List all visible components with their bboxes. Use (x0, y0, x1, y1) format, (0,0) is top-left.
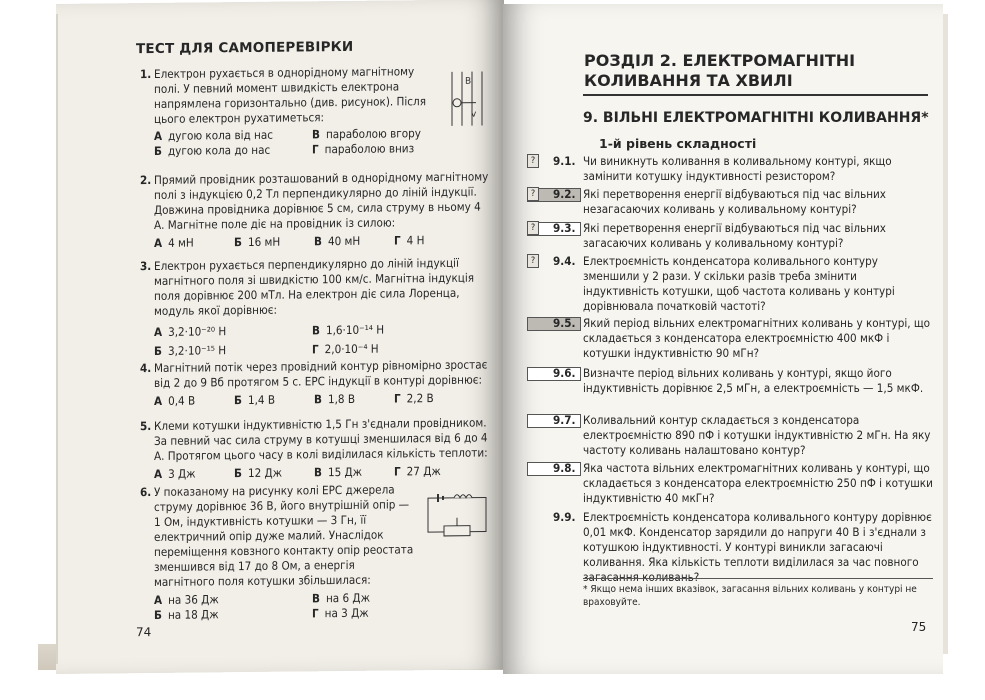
question-text: Клеми котушки індуктивністю 1,5 Гн з'єднали провідником. За певний час сила струму в котушці зменшилася від 6 до 4 А. Протягом цього часу в колі виділилася кількість теплоти: (154, 415, 488, 463)
problem-text: Електроємність конденсатора коливального контуру дорівнює 0,01 мкФ. Конденсатор зарядили до напруги 40 В і з'єднали з котушкою індуктивності. У контурі виникли загасаючі коливання. Яка кількість теплоти виділилася за час повного загасання коливань? (583, 510, 932, 584)
problem-9-6: 9.6. Визначте період вільних коливань у контурі, якщо його індуктивність дорівнює 2,5 мГн, а електроємність — 1,5 мкФ. (583, 366, 933, 396)
difficulty-level: 1-й рівень складності (599, 136, 757, 151)
problem-text: Який період вільних електромагнітних коливань у контурі, що складається з конденсатора електроємністю 400 мкФ і котушки індуктивністю 90 мГн? (583, 316, 931, 360)
question-options: А на 36 Дж В на 6 Дж Б на 18 Дж Г на 3 Дж (154, 590, 370, 622)
magnetic-field-figure (448, 69, 488, 127)
question-options: А 4 мН Б 16 мН В 40 мН Г 4 Н (154, 233, 425, 250)
problem-9-2: ? 9.2. Які перетворення енергії відбуваються під час вільних незагасаючих коливань у коливальному контурі? (583, 187, 933, 217)
open-book (18, 4, 968, 694)
question-3: 3. Електрон рухається перпендикулярно до ліній індукції магнітного поля зі швидкістю 100 км/с. Магнітна індукція поля дорівнює 200 мТл. На електрон діє сила Лоренца, модуль якої дорівнює: А 3,2·10⁻²⁰ Н В 1,6·10⁻¹⁴ Н Б 3,2·10⁻¹⁵ Н Г 2,0·10⁻⁴ Н (154, 255, 494, 359)
problem-9-7: 9.7. Коливальний контур складається з конденсатора електроємністю 890 пФ і котушки індуктивністю 2 мГн. На яку частоту коливань налаштовано контур? (583, 413, 933, 458)
option-a: А дугою кола від нас (154, 127, 273, 143)
option-v: В параболою вгору (312, 126, 421, 142)
question-mark-icon: ? (527, 221, 539, 235)
problem-text: Які перетворення енергії відбуваються під час вільних загасаючих коливань у коливальному контурі? (583, 221, 886, 250)
left-page-number: 74 (136, 625, 152, 640)
left-page (56, 0, 504, 674)
right-page-number: 75 (911, 620, 927, 634)
problem-9-4: ? 9.4. Електроємність конденсатора коливального контуру зменшили у 2 рази. У скільки разів треба змінити індуктивність котушки, щоб частота коливань у контурі дорівнювала початковій частоті? (583, 254, 933, 314)
question-options: А 0,4 В Б 1,4 В В 1,8 В Г 2,2 В (154, 391, 434, 408)
question-text: У показаному на рисунку колі ЕРС джерела струму дорівнює 36 В, його внутрішній опір — 1 Ом, індуктивність котушки — 3 Гн, її електричний опір дуже малий. Унаслідок переміщення ковзного контакту опір реостата зменшився від 17 до 8 Ом, а енергія магнітного поля котушки збільшилася: (154, 482, 414, 589)
problem-text: Які перетворення енергії відбуваються під час вільних незагасаючих коливань у коливальному контурі? (583, 187, 886, 216)
problem-9-1: ? 9.1. Чи виникнуть коливання в коливальному контурі, якщо замінити котушку індуктивності резистором? (583, 154, 933, 184)
problem-9-5: 9.5. Який період вільних електромагнітних коливань у контурі, що складається з конденсатора електроємністю 400 мкФ і котушки індуктивністю 90 мГн? (583, 316, 933, 361)
question-options: А 3,2·10⁻²⁰ Н В 1,6·10⁻¹⁴ Н Б 3,2·10⁻¹⁵ Н Г 2,0·10⁻⁴ Н (154, 322, 385, 358)
question-number: 1. (140, 67, 152, 82)
question-text: Електрон рухається в однорідному магнітному полі. У певний момент швидкість електрона напрямлена горизонтально (див. рисунок). Після цього електрон рухатиметься: (154, 64, 426, 126)
question-text: Магнітний потік через провідний контур рівномірно зростає від 2 до 9 Вб протягом 5 с. ЕРС індукції в контурі дорівнює: (154, 357, 488, 390)
question-2: 2. Прямий провідник розташований в однорідному магнітному полі з індукцією 0,2 Тл перпендикулярно до ліній індукції. Довжина провідника дорівнює 5 см, сила струму в ньому 4 А. Магнітне поле діє на провідник із силою: А 4 мН Б 16 мН В 40 мН Г 4 Н (154, 169, 494, 251)
problem-9-3: ? 9.3. Які перетворення енергії відбуваються під час вільних загасаючих коливань у коливальному контурі? (583, 221, 933, 251)
problem-text: Електроємність конденсатора коливального контуру зменшили у 2 рази. У скільки разів треба змінити індуктивність котушки, щоб частота коливань у контурі дорівнювала початковій частоті? (583, 254, 895, 313)
velocity-label: v (471, 109, 477, 120)
problem-text: Коливальний контур складається з конденсатора електроємністю 890 пФ і котушки індуктивністю 2 мГн. На яку частоту коливань налаштовано контур? (583, 413, 931, 457)
problem-9-8: 9.8. Яка частота вільних електромагнітних коливань у контурі, що складається з конденсатора електроємністю 250 пФ і котушки індуктивністю 40 мкГн? (583, 461, 933, 506)
question-mark-icon: ? (527, 154, 539, 168)
question-mark-icon: ? (527, 254, 539, 268)
problem-text: Яка частота вільних електромагнітних коливань у контурі, що складається з конденсатора електроємністю 250 пФ і котушки індуктивністю 40 мкГн? (583, 461, 933, 505)
question-6: 6. У показаному на рисунку колі ЕРС джерела струму дорівнює 36 В, його внутрішній опір — 1 Ом, індуктивність котушки — 3 Гн, її електричний опір дуже малий. Унаслідок переміщення ковзного контакту опір реостата зменшився від 17 до 8 Ом, а енергія магнітного поля котушки збільшилася: А на 36 Дж В на 6 Дж Б на 18 Дж Г на 3 Дж (154, 482, 416, 623)
topic-title: 9. ВІЛЬНІ ЕЛЕКТРОМАГНІТНІ КОЛИВАННЯ* (583, 110, 929, 126)
question-1 (140, 64, 436, 159)
section-title: РОЗДІЛ 2. ЕЛЕКТРОМАГНІТНІ КОЛИВАННЯ ТА ХВИЛІ (584, 51, 856, 90)
question-text: Прямий провідник розташований в однорідному магнітному полі з індукцією 0,2 Тл перпендикулярно до ліній індукції. Довжина провідника дорівнює 5 см, сила струму в ньому 4 А. Магнітне поле діє на провідник із силою: (154, 169, 489, 232)
right-page (503, 4, 943, 674)
question-options: А 3 Дж Б 12 Дж В 15 Дж Г 27 Дж (154, 463, 441, 481)
option-g: Г параболою вниз (312, 141, 415, 157)
question-5: 5. Клеми котушки індуктивністю 1,5 Гн з'єднали провідником. За певний час сила струму в котушці зменшилася від 6 до 4 А. Протягом цього часу в колі виділилася кількість теплоти: А 3 Дж Б 12 Дж В 15 Дж Г 27 Дж (154, 415, 494, 482)
question-text: Електрон рухається перпендикулярно до ліній індукції магнітного поля зі швидкістю 100 км/с. Магнітна індукція поля дорівнює 200 мТл. На електрон діє сила Лоренца, модуль якої дорівнює: (154, 255, 475, 318)
question-mark-icon: ? (527, 187, 539, 201)
question-options (154, 125, 494, 159)
circuit-figure (424, 491, 494, 538)
problem-9-9: 9.9. Електроємність конденсатора коливального контуру дорівнює 0,01 мкФ. Конденсатор зарядили до напруги 40 В і з'єднали з котушкою індуктивності. У контурі виникли загасаючі коливання. Яка кількість теплоти виділилася за час повного загасання коливань? (553, 510, 932, 584)
option-b: Б дугою кола до нас (154, 142, 271, 158)
problem-text: Чи виникнуть коливання в коливальному контурі, якщо замінити котушку індуктивності резистором? (583, 154, 892, 183)
question-4: 4. Магнітний потік через провідний контур рівномірно зростає від 2 до 9 Вб протягом 5 с. ЕРС індукції в контурі дорівнює: А 0,4 В Б 1,4 В В 1,8 В Г 2,2 В (154, 357, 494, 409)
footnote: * Якщо нема інших вказівок, загасання вільних коливань у контурі не враховуйте. (583, 578, 933, 609)
test-title: ТЕСТ ДЛЯ САМОПЕРЕВІРКИ (136, 38, 354, 58)
field-b-label: B (465, 76, 472, 87)
problem-text: Визначте період вільних коливань у контурі, якщо його індуктивність дорівнює 2,5 мГн, а електроємність — 1,5 мкФ. (583, 366, 924, 395)
section-rule (583, 94, 928, 96)
